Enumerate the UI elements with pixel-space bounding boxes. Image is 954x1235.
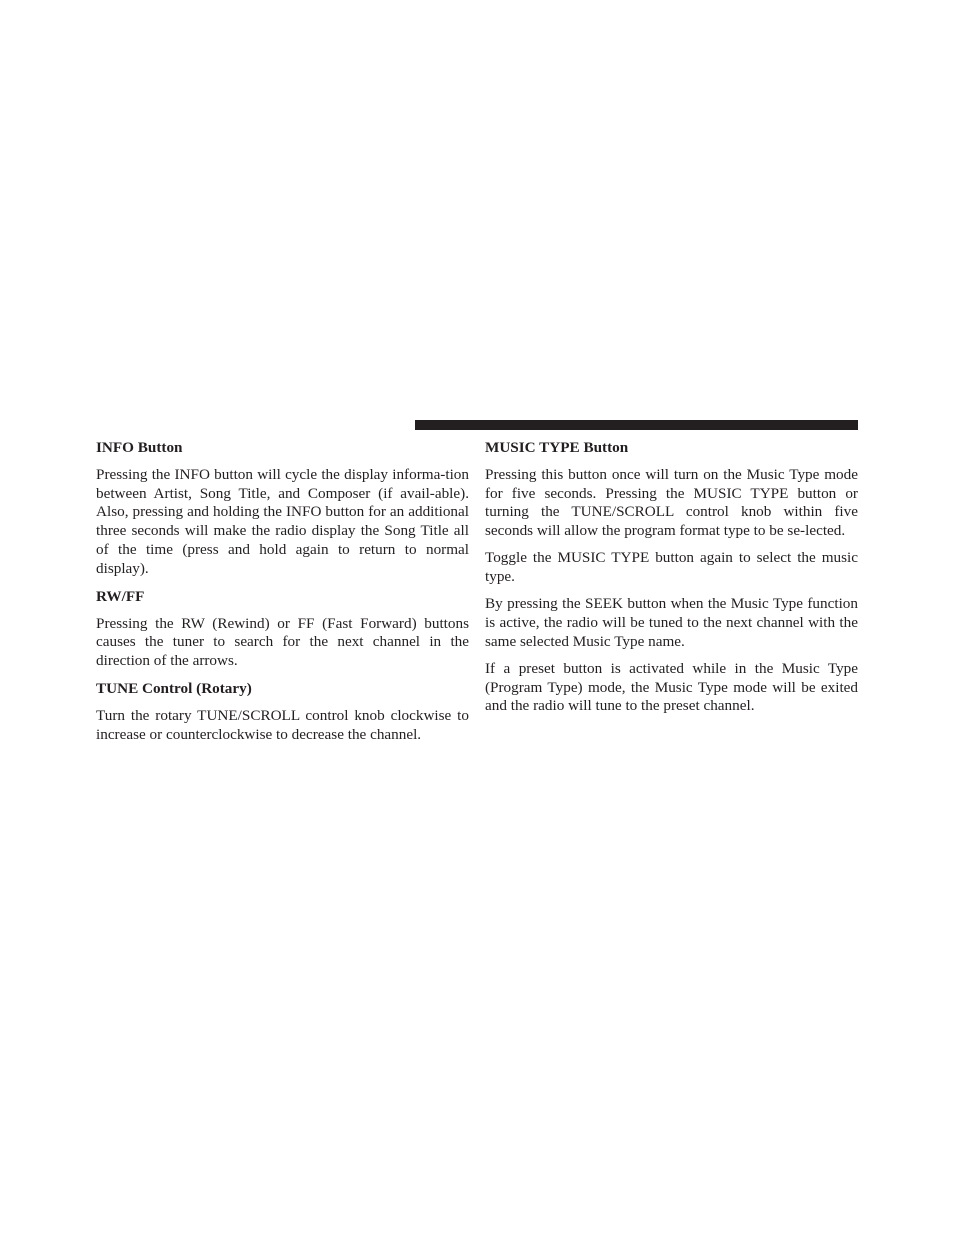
info-button-heading: INFO Button: [96, 439, 183, 456]
left-column: [96, 438, 469, 753]
music-type-paragraph-3: By pressing the SEEK button when the Music Type function is active, the radio will be tuned to the next channel with the same selected Music Type name.: [485, 595, 858, 650]
section-header-bar: [415, 420, 858, 430]
rwff-heading: RW/FF: [96, 587, 145, 605]
tune-control-paragraph: Turn the rotary TUNE/SCROLL control knob clockwise to increase or counterclockwise to decrease the channel.: [96, 707, 469, 744]
music-type-heading: MUSIC TYPE Button: [485, 439, 629, 456]
music-type-paragraph-4: If a preset button is activated while in the Music Type (Program Type) mode, the Music Type mode will be exited and the radio will tune to the preset channel.: [485, 659, 858, 715]
rwff-paragraph: Pressing the RW (Rewind) or FF (Fast Forward) buttons causes the tuner to search for the next channel in the direction of the arrows.: [96, 614, 469, 670]
info-button-paragraph: Pressing the INFO button will cycle the display informa-tion between Artist, Song Title, and Composer (if avail-able). Also, pressing and holding the INFO button for an additional three seconds will make the radio display the Song Title all of the time (press and hold again to return to normal display).: [96, 466, 469, 577]
right-column: [485, 438, 858, 724]
tune-control-heading: TUNE Control (Rotary): [96, 680, 252, 698]
music-type-paragraph-2: Toggle the MUSIC TYPE button again to select the music type.: [485, 549, 858, 586]
music-type-paragraph-1: Pressing this button once will turn on the Music Type mode for five seconds. Pressing the MUSIC TYPE button or turning the TUNE/SCROLL control knob within five seconds will allow the program format type to be se-lected.: [485, 466, 858, 540]
